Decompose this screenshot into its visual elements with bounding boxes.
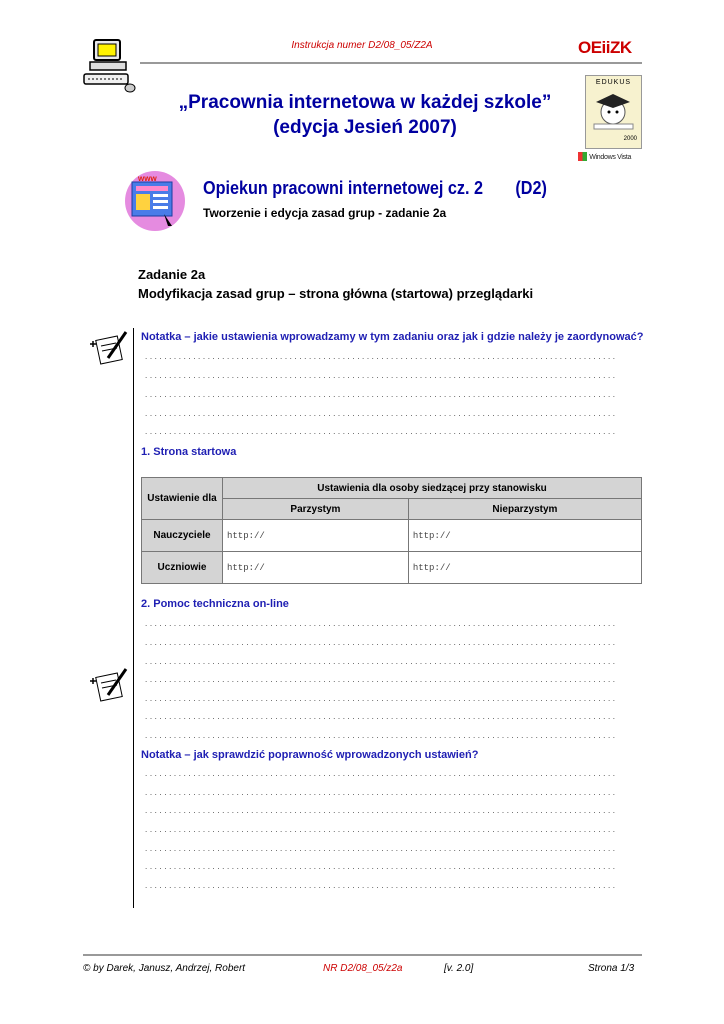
note1-dotted-line[interactable]: .................................................................................................. — [145, 371, 618, 380]
note1-dotted-line[interactable]: .................................................................................................. — [145, 390, 618, 399]
edukus-badge — [585, 75, 642, 149]
support-dotted-line[interactable]: .................................................................................................. — [145, 638, 618, 647]
header-divider — [140, 62, 642, 64]
note2-dotted-line[interactable]: .................................................................................................. — [145, 788, 618, 797]
footer-page-number: Strona 1/3 — [588, 963, 635, 974]
startpage-settings-table — [141, 477, 642, 584]
margin-line — [133, 328, 134, 908]
row-label-teachers: Nauczyciele — [142, 520, 223, 552]
table-col-header: Ustawienie dla — [142, 478, 223, 520]
support-dotted-line[interactable]: .................................................................................................. — [145, 731, 618, 740]
note-pencil-icon — [88, 328, 130, 366]
badge-top-text: EDUKUS — [595, 79, 632, 86]
computer-logo-icon — [80, 38, 138, 94]
section-heading-text: Opiekun pracowni internetowej cz. 2 — [203, 178, 483, 198]
table-row — [142, 552, 642, 584]
note1-dotted-line[interactable]: .................................................................................................. — [145, 427, 618, 436]
note2-dotted-line[interactable]: .................................................................................................. — [145, 862, 618, 871]
footer-doc-number: NR D2/08_05/z2a — [323, 963, 403, 974]
note2-dotted-line[interactable]: .................................................................................................. — [145, 806, 618, 815]
task-block — [138, 265, 533, 303]
row-label-students: Uczniowie — [142, 552, 223, 584]
note1-heading: Notatka – jakie ustawienia wprowadzamy w tym zadaniu oraz jak i gdzie należy je zaordynować? — [141, 331, 644, 343]
table-group-header: Ustawienia dla osoby siedzącej przy stanowisku — [223, 478, 642, 499]
graduation-cap-icon — [586, 86, 641, 131]
note2-dotted-line[interactable]: .................................................................................................. — [145, 844, 618, 853]
task-subtitle: Modyfikacja zasad grup – strona główna (startowa) przeglądarki — [138, 286, 534, 301]
support-dotted-line[interactable]: .................................................................................................. — [145, 694, 618, 703]
section-heading — [203, 178, 547, 199]
windows-flag-icon — [578, 152, 587, 161]
note2-dotted-line[interactable]: .................................................................................................. — [145, 881, 618, 890]
title-line-1: „Pracownia internetowa w każdej szkole” — [178, 92, 552, 113]
oeiizk-logo — [578, 38, 642, 60]
table-sub-header-odd: Nieparzystym — [408, 499, 641, 520]
web-page-illustration-icon — [124, 170, 186, 232]
footer-author: © by Darek, Janusz, Andrzej, Robert — [83, 963, 246, 974]
windows-vista-logo — [578, 152, 644, 166]
support-dotted-line[interactable]: .................................................................................................. — [145, 657, 618, 666]
note2-dotted-line[interactable]: .................................................................................................. — [145, 825, 618, 834]
svg-text:www: www — [138, 174, 157, 183]
support-dotted-line[interactable]: .................................................................................................. — [145, 712, 618, 721]
note1-dotted-line[interactable]: .................................................................................................. — [145, 352, 618, 361]
badge-year: 2000 — [623, 136, 637, 142]
logo-text: OEiiZK — [578, 38, 632, 57]
document-title — [150, 90, 580, 140]
url-field[interactable]: http:// — [223, 552, 409, 584]
vista-label: Windows Vista — [589, 154, 632, 161]
support-heading: 2. Pomoc techniczna on-line — [141, 598, 289, 610]
note1-dotted-line[interactable]: .................................................................................................. — [145, 409, 618, 418]
support-dotted-line[interactable]: .................................................................................................. — [145, 619, 618, 628]
footer-version: [v. 2.0] — [444, 963, 474, 974]
url-field[interactable]: http:// — [408, 552, 641, 584]
section-code: (D2) — [515, 178, 547, 198]
url-field[interactable]: http:// — [223, 520, 409, 552]
support-dotted-line[interactable]: .................................................................................................. — [145, 675, 618, 684]
url-field[interactable]: http:// — [408, 520, 641, 552]
instruction-number: Instrukcja numer D2/08_05/Z2A — [291, 40, 433, 51]
table-sub-header-even: Parzystym — [223, 499, 409, 520]
table-row — [142, 520, 642, 552]
note-pencil-icon — [88, 665, 130, 703]
section-subheading: Tworzenie i edycja zasad grup - zadanie 2a — [203, 206, 447, 220]
title-line-2: (edycja Jesień 2007) — [273, 117, 457, 138]
task-title: Zadanie 2a — [138, 267, 206, 282]
startpage-heading: 1. Strona startowa — [141, 446, 237, 458]
note2-heading: Notatka – jak sprawdzić poprawność wprowadzonych ustawień? — [141, 749, 479, 761]
note2-dotted-line[interactable]: .................................................................................................. — [145, 769, 618, 778]
footer-divider — [83, 954, 642, 956]
